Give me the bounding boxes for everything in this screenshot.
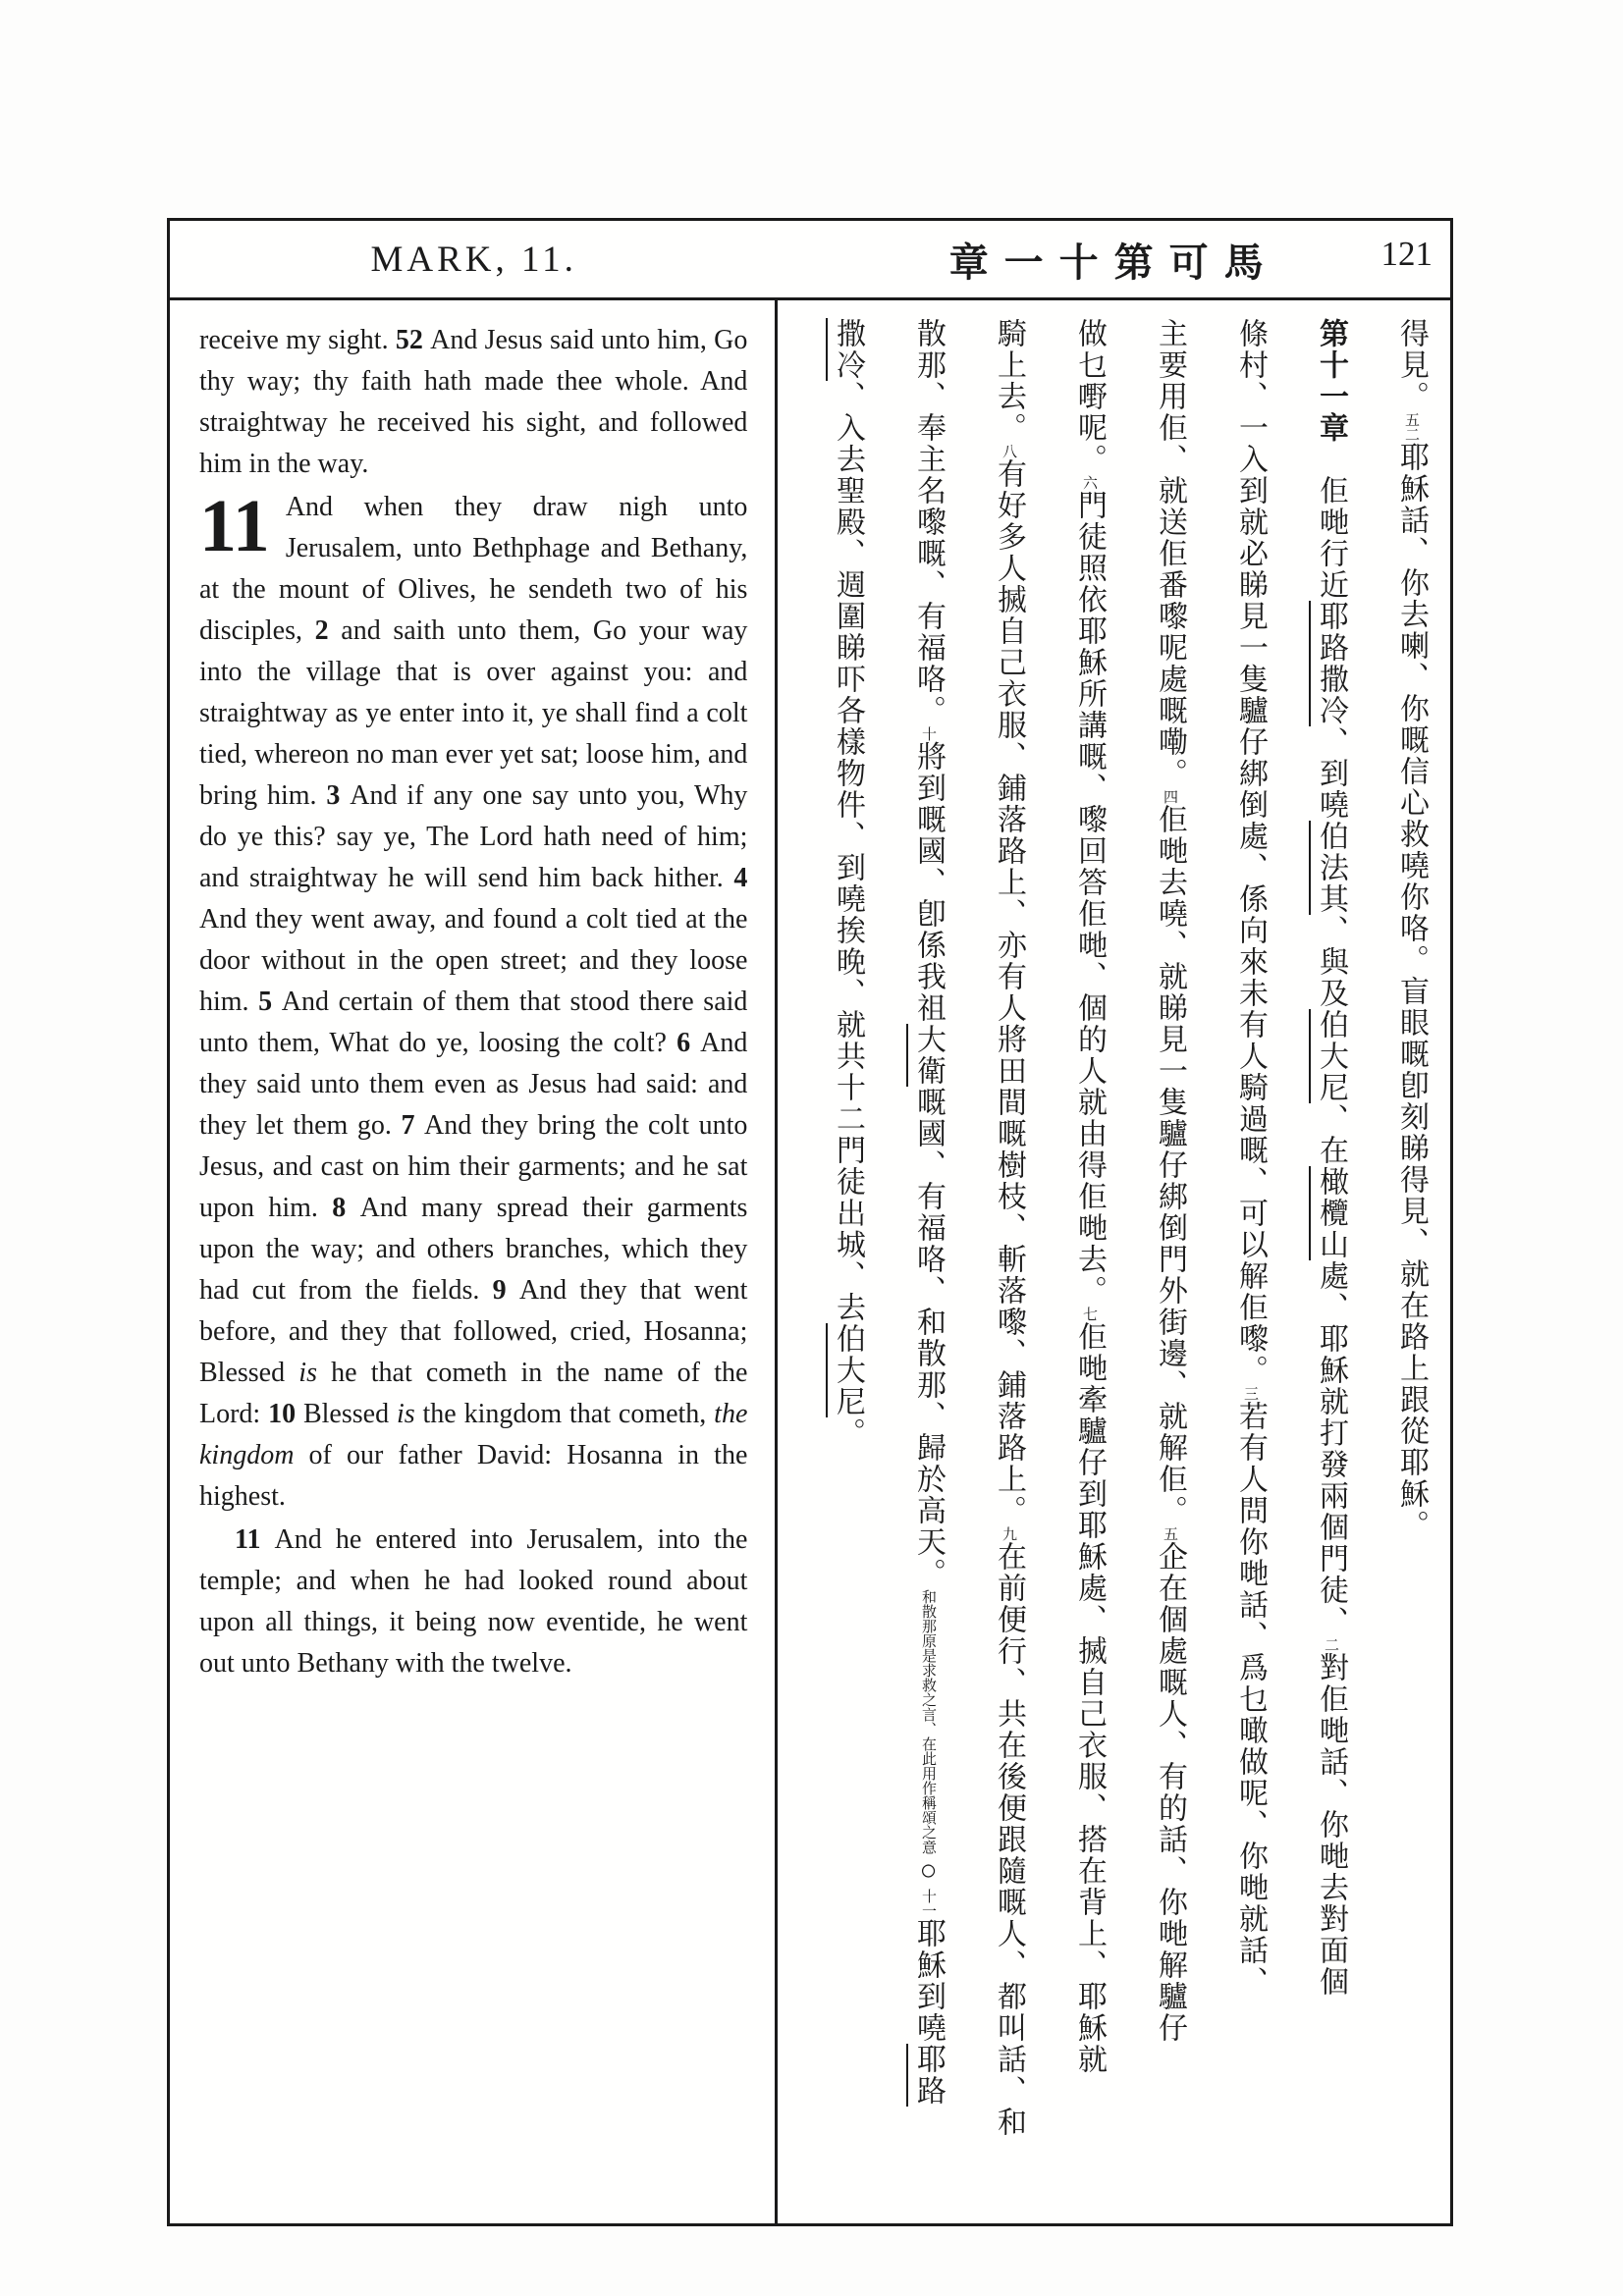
chinese-column xyxy=(1226,318,1273,2200)
proper-name-cn: 耶路 xyxy=(912,2044,945,2107)
chinese-column xyxy=(904,318,951,2200)
proper-name-cn: 伯法其 xyxy=(1315,821,1347,915)
proper-name-cn: 橄欖山 xyxy=(1315,1166,1347,1260)
chinese-text: ○ xyxy=(912,1854,945,1889)
verse-number: 5 xyxy=(258,987,282,1017)
chinese-text: 有好多人搣自己衣服、鋪落路上、亦有人將田間嘅樹枝、斬落嚟、鋪落路上。 xyxy=(993,458,1025,1526)
verse-paragraph xyxy=(199,320,747,485)
page-header xyxy=(170,221,1450,300)
chinese-text: 佢哋牽驢仔到耶穌處、搣自己衣服、搭在背上、耶穌就 xyxy=(1073,1321,1106,2075)
verse-text: And they bring the colt unto Jesus, and cast on him their garments; and he sat upon him. xyxy=(199,1110,748,1223)
verse-number-cn: 六 xyxy=(1081,475,1097,490)
chinese-column xyxy=(985,318,1032,2200)
verse-text: And if any one say unto you, Why do ye this? say ye, The Lord hath need of him; and straightway he will send him back hither. xyxy=(199,780,748,893)
proper-name-cn: 伯大尼 xyxy=(1315,1009,1347,1103)
verse-number-cn: 十 xyxy=(920,726,936,741)
chinese-text: 門徒照依耶穌所講嘅、嚟回答佢哋、個的人就由得佢哋去。 xyxy=(1073,490,1106,1307)
verse-text: Blessed xyxy=(302,1399,397,1429)
chinese-text: 得見。 xyxy=(1395,318,1428,412)
chinese-text: 、與及 xyxy=(1315,915,1347,1009)
chinese-text xyxy=(1315,444,1347,475)
verse-text: And Jesus said unto him, Go thy way; thy faith hath made thee whole. And straightway he received his sight, and followed him in the way. xyxy=(199,325,748,479)
proper-name-cn: 伯大尼 xyxy=(832,1323,864,1417)
chinese-text: 對佢哋話、你哋去對面個 xyxy=(1315,1652,1347,1998)
verse-number-cn: 五二 xyxy=(1403,412,1419,442)
verse-number-cn: 七 xyxy=(1081,1307,1097,1321)
page-body xyxy=(170,300,1450,2223)
chinese-text: 佢哋去嘵、就睇見一隻驢仔綁倒門外街邊、就解佢。 xyxy=(1154,804,1186,1526)
verse-text: And when they draw nigh unto Jerusalem, unto Bethphage and Bethany, at the mount of Olives, he sendeth two of his disciples, xyxy=(199,492,748,646)
verse-number-cn: 二 xyxy=(1323,1637,1338,1652)
verse-number-cn: 八 xyxy=(1001,444,1016,458)
chinese-text: 將到嘅國、卽係我祖 xyxy=(912,741,945,1024)
chinese-text-column xyxy=(778,300,1450,2223)
verse-number: 10 xyxy=(268,1399,303,1429)
chinese-column xyxy=(1307,318,1354,2200)
verse-text: And they said unto them even as Jesus had said: and they let them go. xyxy=(199,1028,748,1141)
chinese-text: 處、耶穌就打發兩個門徒、 xyxy=(1315,1260,1347,1637)
chinese-text: 耶穌話、你去喇、你嘅信心救嘵你咯。盲眼嘅卽刻睇得見、就在路上跟從耶穌。 xyxy=(1395,442,1428,1541)
verse-text: of our father David: Hosanna in the highest. xyxy=(199,1440,748,1512)
header-english-title: MARK, 11. xyxy=(370,239,577,280)
chinese-text: 騎上去。 xyxy=(993,318,1025,444)
verse-number: 6 xyxy=(676,1028,701,1058)
proper-name-cn: 撒冷 xyxy=(832,318,864,381)
chinese-text: 。 xyxy=(832,1417,864,1449)
verse-number: 7 xyxy=(401,1110,425,1141)
chinese-text: 若有人問你哋話、爲乜噉做呢、你哋就話、 xyxy=(1234,1401,1267,1998)
verse-number: 9 xyxy=(492,1275,519,1306)
chinese-text: 嘅國、有福咯、和散那、歸於高天。 xyxy=(912,1087,945,1589)
chinese-column xyxy=(1387,318,1434,2200)
chinese-text: 、在 xyxy=(1315,1103,1347,1166)
verse-text: And many spread their garments upon the way; and others branches, which they had cut from the fields. xyxy=(199,1193,748,1306)
chinese-text: 條村、一入到就必睇見一隻驢仔綁倒處、係向來未有人騎過嘅、可以解佢嚟。 xyxy=(1234,318,1267,1386)
chinese-text: 散那、奉主名嚟嘅、有福咯。 xyxy=(912,318,945,726)
verse-number-cn: 十一 xyxy=(920,1889,936,1918)
verse-text: And certain of them that stood there said unto them, What do ye, loosing the colt? xyxy=(199,987,748,1058)
chinese-text: 佢哋行近 xyxy=(1315,475,1347,601)
verse-text: and saith unto them, Go your way into the village that is over against you: and straightway as ye enter into it, ye shall find a colt tied, whereon no man ever yet sat; loose him, and bring him. xyxy=(199,615,748,811)
verse-number-cn: 三 xyxy=(1242,1386,1258,1401)
chinese-text: 耶穌到嘵 xyxy=(912,1918,945,2044)
chinese-text: 在前便行、共在後便跟隨嘅人、都叫話、和 xyxy=(993,1541,1025,2138)
proper-name-cn: 大衛 xyxy=(912,1024,945,1087)
header-chinese-title: 章一十第可馬 xyxy=(948,240,1279,285)
translator-note: 和散那原是求救之言、在此用作稱頌之意 xyxy=(920,1589,936,1854)
verse-paragraph xyxy=(199,1520,747,1684)
proper-name-cn: 耶路撒冷 xyxy=(1315,601,1347,726)
verse-paragraph xyxy=(199,487,747,1518)
verse-text: the kingdom xyxy=(199,1399,748,1470)
english-text-column xyxy=(170,300,778,2223)
chapter-number: 11 xyxy=(199,485,270,567)
chapter-heading-cn: 第十一章 xyxy=(1315,318,1347,444)
verse-text: the kingdom that cometh, xyxy=(414,1399,715,1429)
chinese-text: 、到嘵 xyxy=(1315,726,1347,821)
verse-text: And they went away, and found a colt tied at the door without in the open street; and they loose him. xyxy=(199,904,748,1017)
verse-text: he that cometh in the name of the Lord: xyxy=(199,1358,748,1429)
verse-text: is xyxy=(298,1358,317,1388)
verse-number: 2 xyxy=(314,615,342,646)
chinese-column xyxy=(824,318,871,2200)
verse-number-cn: 四 xyxy=(1162,789,1177,804)
chinese-column xyxy=(1146,318,1193,2200)
verse-number: 8 xyxy=(332,1193,360,1223)
page-number: 121 xyxy=(1380,235,1433,273)
page-frame xyxy=(167,218,1453,2226)
verse-number-cn: 五 xyxy=(1162,1526,1177,1541)
verse-number: 11 xyxy=(235,1524,275,1555)
verse-number-cn: 九 xyxy=(1001,1526,1016,1541)
verse-number: 3 xyxy=(326,780,351,811)
verse-text: is xyxy=(396,1399,415,1429)
verse-text: receive my sight. xyxy=(199,325,396,355)
chinese-text: 、入去聖殿、週圍睇吓各樣物件、到嘵挨晚、就共十二門徒出城、去 xyxy=(832,381,864,1323)
chinese-column xyxy=(1065,318,1112,2200)
verse-text: And he entered into Jerusalem, into the temple; and when he had looked round about upon all things, it being now eventide, he went out unto Bethany with the twelve. xyxy=(199,1524,748,1679)
chinese-text: 主要用佢、就送佢番嚟呢處嘅嘞。 xyxy=(1154,318,1186,789)
verse-text: And they that went before, and they that followed, cried, Hosanna; Blessed xyxy=(199,1275,748,1388)
chinese-text: 企在個處嘅人、有的話、你哋解驢仔 xyxy=(1154,1541,1186,2044)
verse-number: 52 xyxy=(395,325,431,355)
chinese-text: 做乜嘢呢。 xyxy=(1073,318,1106,475)
verse-number: 4 xyxy=(733,863,748,893)
